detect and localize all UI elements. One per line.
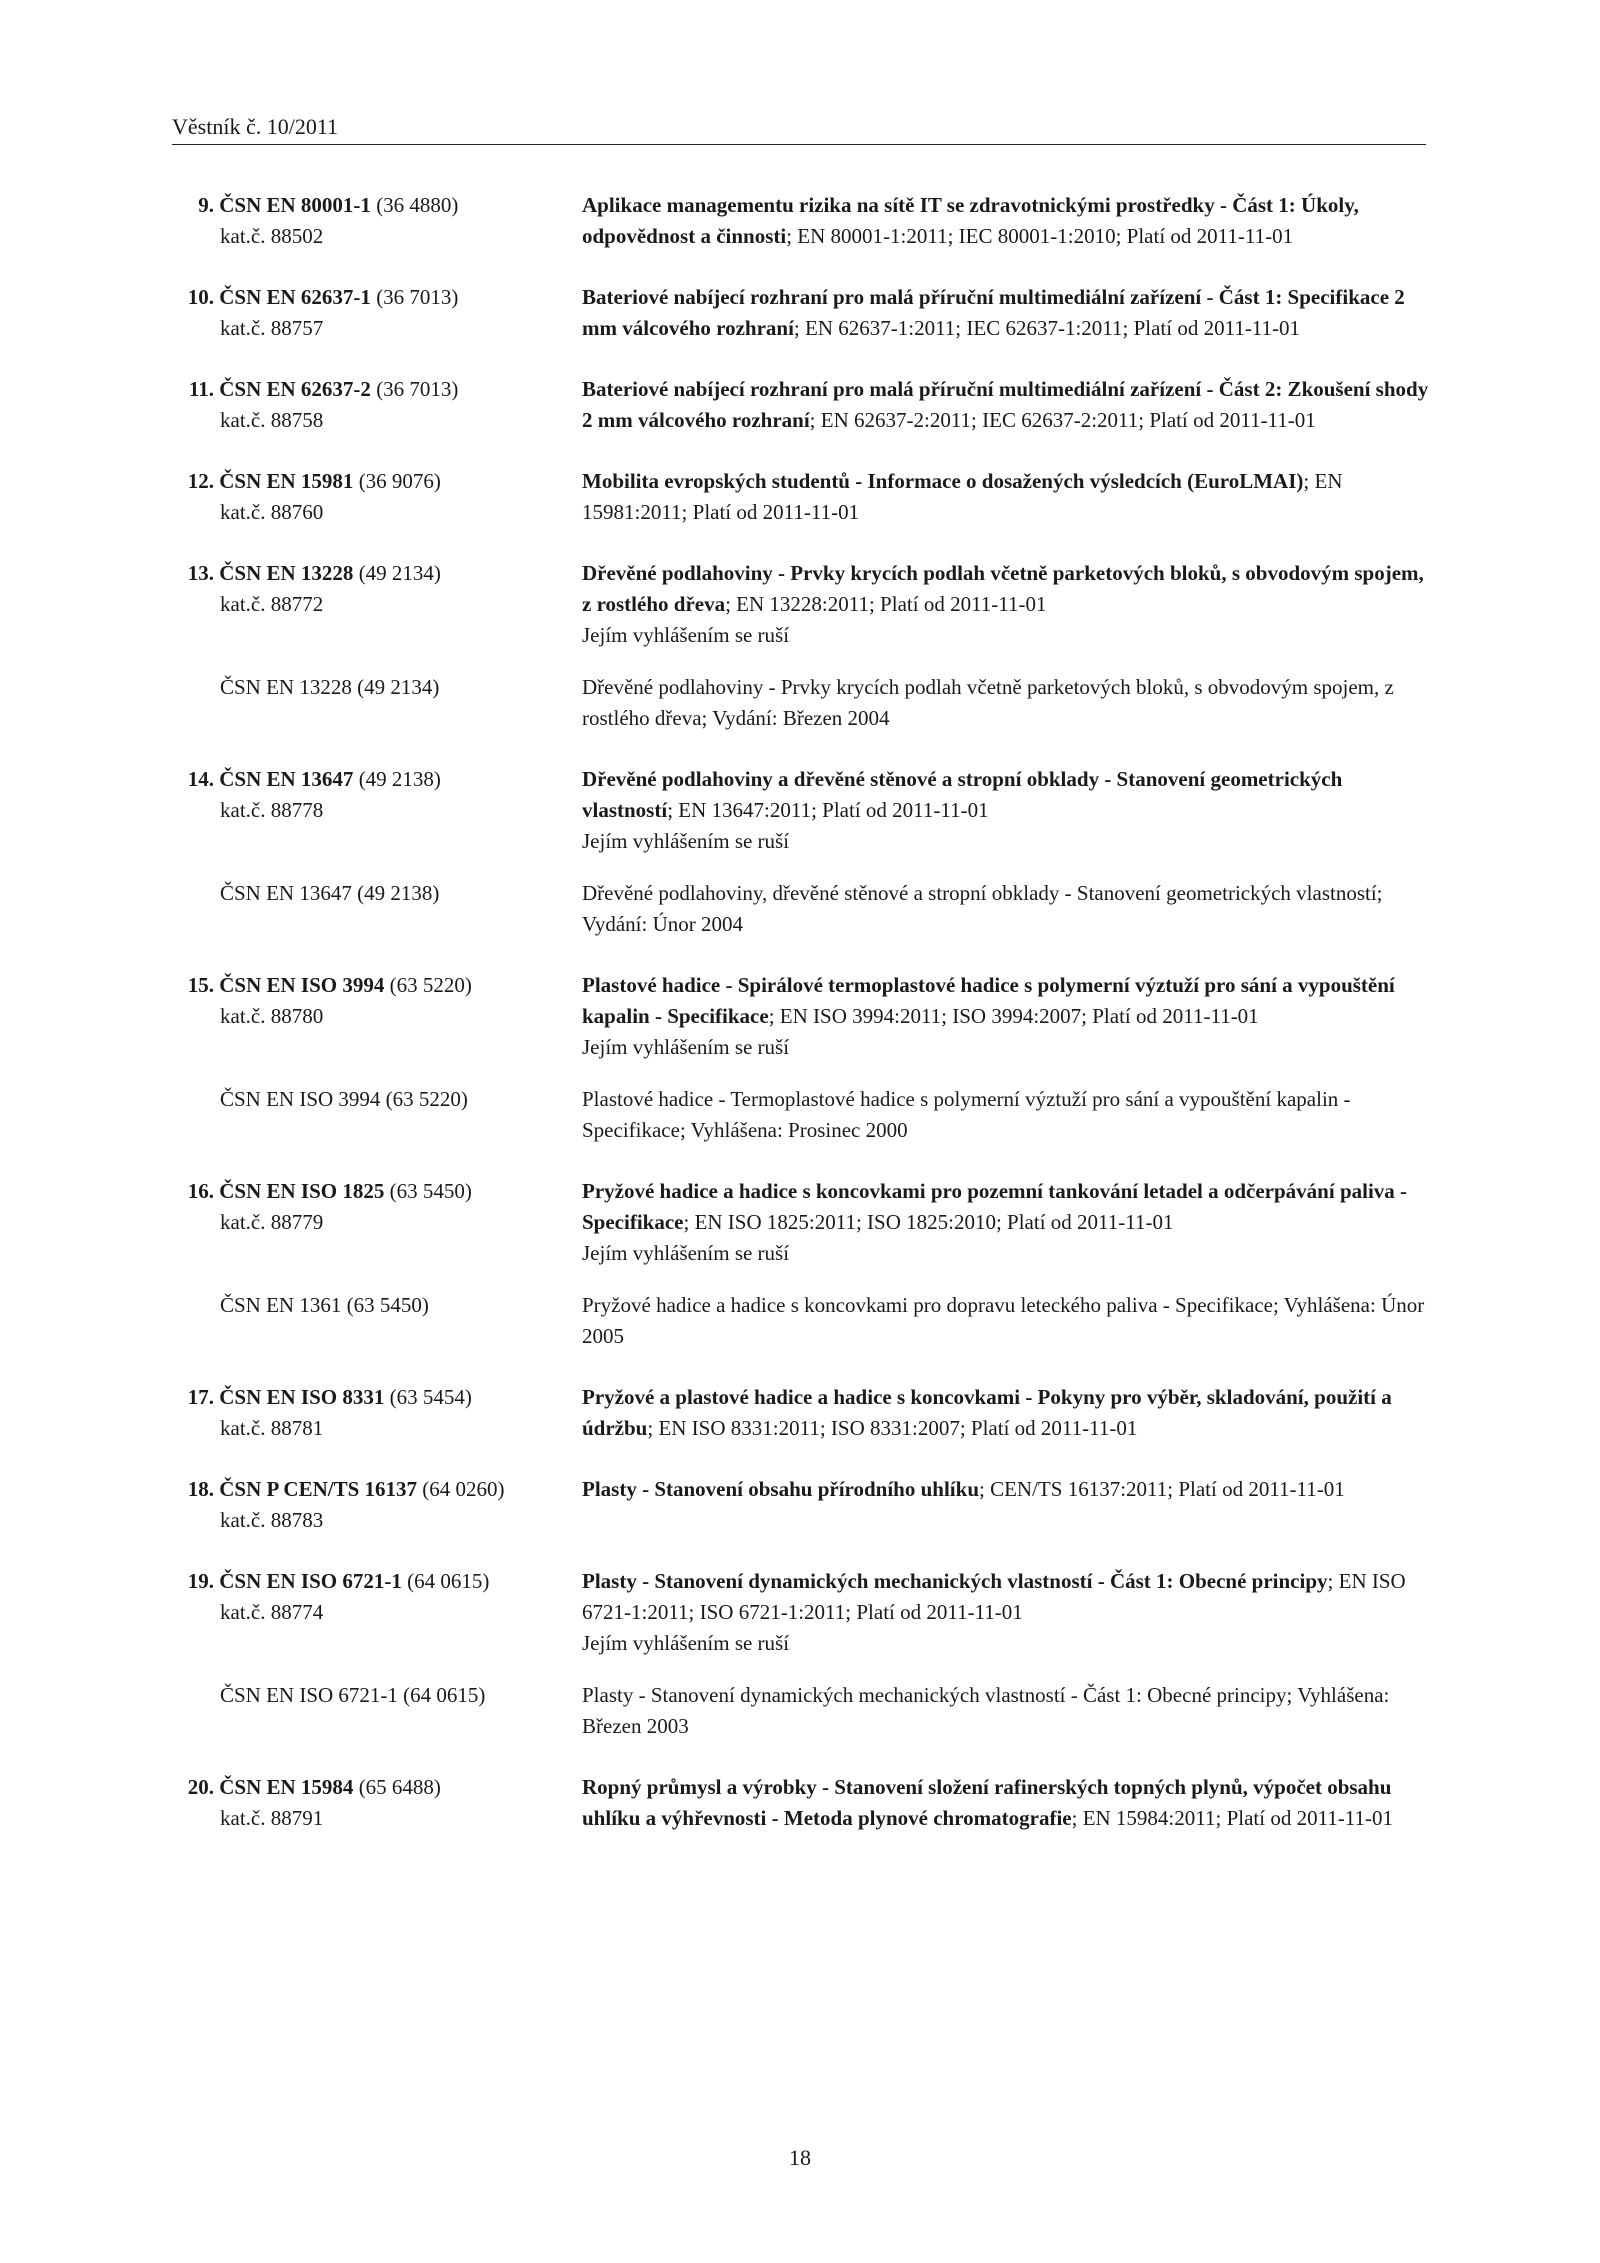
catalog-number: kat.č. 88783 — [220, 1508, 324, 1532]
standard-entry — [172, 1772, 1432, 1834]
classification-code: (63 5220) — [389, 973, 472, 997]
replaced-standard-code: ČSN EN ISO 3994 (63 5220) — [220, 1087, 468, 1111]
standard-title: Dřevěné podlahoviny a dřevěné stěnové a stropní obklady - Stanovení geometrických vlastností — [582, 767, 1343, 822]
entry-number: 12. — [187, 469, 214, 493]
cancellation-note: Jejím vyhlášením se ruší — [582, 1631, 790, 1655]
catalog-number: kat.č. 88791 — [220, 1806, 324, 1830]
replaced-standard-code: ČSN EN 1361 (63 5450) — [220, 1293, 429, 1317]
page-number: 18 — [789, 2145, 811, 2170]
entry-identifiers — [172, 1566, 582, 1659]
bulletin-title: Věstník č. 10/2011 — [172, 114, 338, 139]
classification-code: (49 2138) — [358, 767, 441, 791]
entry-description — [582, 764, 1432, 857]
entry-number: 19. — [187, 1569, 214, 1593]
entry-row — [172, 558, 1432, 651]
standard-code-line — [172, 282, 582, 313]
entry-identifiers — [172, 190, 582, 252]
standard-title: Plasty - Stanovení obsahu přírodního uhlíku — [582, 1477, 980, 1501]
standard-entry — [172, 1566, 1432, 1742]
entry-description — [582, 1176, 1432, 1269]
entry-description — [582, 970, 1432, 1063]
standard-code: ČSN EN ISO 1825 — [219, 1179, 385, 1203]
description-text — [582, 1566, 1432, 1628]
classification-code: (36 7013) — [376, 377, 459, 401]
standard-info: ; EN ISO 6721-1:2011; ISO 6721-1:2011; Platí od 2011-11-01 — [582, 1569, 1406, 1624]
entry-row — [172, 282, 1432, 344]
entry-row — [172, 1772, 1432, 1834]
standard-entry — [172, 970, 1432, 1146]
standard-title: Bateriové nabíjecí rozhraní pro malá příruční multimediální zařízení - Část 1: Specifikace 2 mm válcového rozhraní — [582, 285, 1405, 340]
replaced-standard-row — [172, 672, 1432, 734]
replaced-standard-description: Pryžové hadice a hadice s koncovkami pro dopravu leteckého paliva - Specifikace; Vyhlášena: Únor 2005 — [582, 1293, 1425, 1348]
standard-code: ČSN EN 15984 — [219, 1775, 354, 1799]
standard-code-line — [172, 970, 582, 1001]
catalog-number: kat.č. 88781 — [220, 1416, 324, 1440]
standard-info: ; EN 15984:2011; Platí od 2011-11-01 — [1071, 1806, 1394, 1830]
standard-code-line — [172, 1566, 582, 1597]
replaced-identifiers — [172, 1290, 582, 1352]
standard-code-line — [172, 1772, 582, 1803]
replaced-standard-row — [172, 878, 1432, 940]
entry-number: 14. — [187, 767, 214, 791]
entry-row — [172, 374, 1432, 436]
replaced-standard-row — [172, 1290, 1432, 1352]
description-text — [582, 970, 1432, 1032]
standard-code: ČSN P CEN/TS 16137 — [219, 1477, 418, 1501]
entry-identifiers — [172, 374, 582, 436]
classification-code: (36 9076) — [358, 469, 441, 493]
entry-identifiers — [172, 764, 582, 857]
standard-info: ; EN ISO 1825:2011; ISO 1825:2010; Platí od 2011-11-01 — [683, 1210, 1174, 1234]
standard-code: ČSN EN 80001-1 — [219, 193, 371, 217]
standard-title: Mobilita evropských studentů - Informace o dosažených výsledcích (EuroLMAI) — [582, 469, 1304, 493]
entry-description — [582, 1474, 1432, 1536]
replaced-standard-code: ČSN EN ISO 6721-1 (64 0615) — [220, 1683, 486, 1707]
standard-info: ; EN 13228:2011; Platí od 2011-11-01 — [725, 592, 1047, 616]
cancellation-note: Jejím vyhlášením se ruší — [582, 1241, 790, 1265]
entry-description — [582, 1566, 1432, 1659]
description-text — [582, 1474, 1432, 1505]
entry-row — [172, 1474, 1432, 1536]
entry-number: 10. — [187, 285, 214, 309]
catalog-number: kat.č. 88757 — [220, 316, 324, 340]
standard-info: ; CEN/TS 16137:2011; Platí od 2011-11-01 — [979, 1477, 1345, 1501]
standards-list — [172, 190, 1432, 1864]
entry-description — [582, 558, 1432, 651]
standard-entry — [172, 466, 1432, 528]
classification-code: (63 5450) — [389, 1179, 472, 1203]
classification-code: (49 2134) — [358, 561, 441, 585]
catalog-number: kat.č. 88760 — [220, 500, 324, 524]
cancellation-note: Jejím vyhlášením se ruší — [582, 623, 790, 647]
standard-title: Pryžové a plastové hadice a hadice s koncovkami - Pokyny pro výběr, skladování, použití a údržbu — [582, 1385, 1392, 1440]
standard-info: ; EN ISO 8331:2011; ISO 8331:2007; Platí od 2011-11-01 — [647, 1416, 1138, 1440]
cancellation-note: Jejím vyhlášením se ruší — [582, 1035, 790, 1059]
classification-code: (64 0260) — [422, 1477, 505, 1501]
standard-title: Bateriové nabíjecí rozhraní pro malá příruční multimediální zařízení - Část 2: Zkoušení shody 2 mm válcového rozhraní — [582, 377, 1429, 432]
standard-title: Plasty - Stanovení dynamických mechanických vlastností - Část 1: Obecné principy — [582, 1569, 1328, 1593]
standard-title: Ropný průmysl a výrobky - Stanovení složení rafinerských topných plynů, výpočet obsahu uhlíku a výhřevnosti - Metoda plynové chromatografie — [582, 1775, 1392, 1830]
standard-title: Plastové hadice - Spirálové termoplastové hadice s polymerní výztuží pro sání a vypouštění kapalin - Specifikace — [582, 973, 1395, 1028]
replaced-standard-description: Plastové hadice - Termoplastové hadice s polymerní výztuží pro sání a vypouštění kapalin - Specifikace; Vyhlášena: Prosinec 2000 — [582, 1087, 1351, 1142]
replaced-identifiers — [172, 1084, 582, 1146]
entry-row — [172, 1566, 1432, 1659]
description-text — [582, 1382, 1432, 1444]
entry-description — [582, 466, 1432, 528]
entry-identifiers — [172, 970, 582, 1063]
entry-description — [582, 190, 1432, 252]
standard-entry — [172, 1474, 1432, 1536]
entry-number: 13. — [187, 561, 214, 585]
catalog-number: kat.č. 88774 — [220, 1600, 324, 1624]
catalog-number: kat.č. 88778 — [220, 798, 324, 822]
standard-code: ČSN EN ISO 6721-1 — [219, 1569, 402, 1593]
entry-number: 9. — [198, 193, 214, 217]
standard-info: ; EN 13647:2011; Platí od 2011-11-01 — [667, 798, 989, 822]
standard-info: ; EN 15981:2011; Platí od 2011-11-01 — [582, 469, 1343, 524]
catalog-number: kat.č. 88772 — [220, 592, 324, 616]
entry-row — [172, 466, 1432, 528]
entry-identifiers — [172, 1382, 582, 1444]
entry-identifiers — [172, 466, 582, 528]
catalog-number: kat.č. 88502 — [220, 224, 324, 248]
catalog-number: kat.č. 88758 — [220, 408, 324, 432]
classification-code: (64 0615) — [407, 1569, 490, 1593]
standard-code: ČSN EN 13228 — [219, 561, 354, 585]
entry-identifiers — [172, 1474, 582, 1536]
replaced-standard-description: Plasty - Stanovení dynamických mechanických vlastností - Část 1: Obecné principy; Vyhlášena: Březen 2003 — [582, 1683, 1390, 1738]
description-text — [582, 558, 1432, 620]
page-header — [172, 112, 1426, 145]
standard-code-line — [172, 1474, 582, 1505]
catalog-number: kat.č. 88779 — [220, 1210, 324, 1234]
classification-code: (36 4880) — [376, 193, 459, 217]
replaced-identifiers — [172, 878, 582, 940]
standard-title: Aplikace managementu rizika na sítě IT se zdravotnickými prostředky - Část 1: Úkoly, odpovědnost a činnosti — [582, 193, 1359, 248]
standard-code-line — [172, 190, 582, 221]
standard-code-line — [172, 1176, 582, 1207]
description-text — [582, 1772, 1432, 1834]
entry-row — [172, 1382, 1432, 1444]
replaced-identifiers — [172, 1680, 582, 1742]
entry-row — [172, 1176, 1432, 1269]
standard-entry — [172, 1382, 1432, 1444]
standard-code-line — [172, 1382, 582, 1413]
entry-number: 16. — [187, 1179, 214, 1203]
standard-entry — [172, 1176, 1432, 1352]
standard-code: ČSN EN ISO 8331 — [219, 1385, 385, 1409]
entry-number: 20. — [187, 1775, 214, 1799]
replaced-standard-code: ČSN EN 13647 (49 2138) — [220, 881, 440, 905]
description-text — [582, 764, 1432, 826]
classification-code: (36 7013) — [376, 285, 459, 309]
replaced-standard-description: Dřevěné podlahoviny - Prvky krycích podlah včetně parketových bloků, s obvodovým spojem, z rostlého dřeva; Vydání: Březen 2004 — [582, 675, 1394, 730]
standard-info: ; EN 62637-1:2011; IEC 62637-1:2011; Platí od 2011-11-01 — [793, 316, 1301, 340]
entry-row — [172, 970, 1432, 1063]
entry-number: 18. — [187, 1477, 214, 1501]
standard-code-line — [172, 558, 582, 589]
standard-entry — [172, 558, 1432, 734]
standard-info: ; EN ISO 3994:2011; ISO 3994:2007; Platí od 2011-11-01 — [768, 1004, 1259, 1028]
entry-identifiers — [172, 1772, 582, 1834]
replaced-standard-description: Dřevěné podlahoviny, dřevěné stěnové a stropní obklady - Stanovení geometrických vlastností; Vydání: Únor 2004 — [582, 881, 1383, 936]
standard-entry — [172, 282, 1432, 344]
entry-row — [172, 764, 1432, 857]
standard-code-line — [172, 466, 582, 497]
entry-number: 17. — [187, 1385, 214, 1409]
replaced-standard-code: ČSN EN 13228 (49 2134) — [220, 675, 440, 699]
standard-code: ČSN EN ISO 3994 — [219, 973, 385, 997]
entry-description — [582, 282, 1432, 344]
standard-code: ČSN EN 13647 — [219, 767, 354, 791]
standard-code-line — [172, 374, 582, 405]
description-text — [582, 282, 1432, 344]
entry-identifiers — [172, 1176, 582, 1269]
standard-code: ČSN EN 62637-1 — [219, 285, 371, 309]
standard-entry — [172, 190, 1432, 252]
entry-number: 11. — [188, 377, 214, 401]
standard-title: Dřevěné podlahoviny - Prvky krycích podlah včetně parketových bloků, s obvodovým spojem, z rostlého dřeva — [582, 561, 1424, 616]
entry-description — [582, 1772, 1432, 1834]
classification-code: (63 5454) — [389, 1385, 472, 1409]
standard-code: ČSN EN 62637-2 — [219, 377, 371, 401]
description-text — [582, 1176, 1432, 1238]
standard-title: Pryžové hadice a hadice s koncovkami pro pozemní tankování letadel a odčerpávání paliva - Specifikace — [582, 1179, 1408, 1234]
standard-code-line — [172, 764, 582, 795]
replaced-identifiers — [172, 672, 582, 734]
standard-code: ČSN EN 15981 — [219, 469, 354, 493]
standard-entry — [172, 374, 1432, 436]
catalog-number: kat.č. 88780 — [220, 1004, 324, 1028]
entry-identifiers — [172, 282, 582, 344]
standard-info: ; EN 62637-2:2011; IEC 62637-2:2011; Platí od 2011-11-01 — [809, 408, 1316, 432]
description-text — [582, 466, 1432, 528]
description-text — [582, 190, 1432, 252]
entry-description — [582, 374, 1432, 436]
entry-identifiers — [172, 558, 582, 651]
description-text — [582, 374, 1432, 436]
replaced-standard-row — [172, 1680, 1432, 1742]
replaced-standard-row — [172, 1084, 1432, 1146]
cancellation-note: Jejím vyhlášením se ruší — [582, 829, 790, 853]
standard-info: ; EN 80001-1:2011; IEC 80001-1:2010; Platí od 2011-11-01 — [786, 224, 1294, 248]
classification-code: (65 6488) — [358, 1775, 441, 1799]
entry-number: 15. — [187, 973, 214, 997]
entry-description — [582, 1382, 1432, 1444]
entry-row — [172, 190, 1432, 252]
standard-entry — [172, 764, 1432, 940]
